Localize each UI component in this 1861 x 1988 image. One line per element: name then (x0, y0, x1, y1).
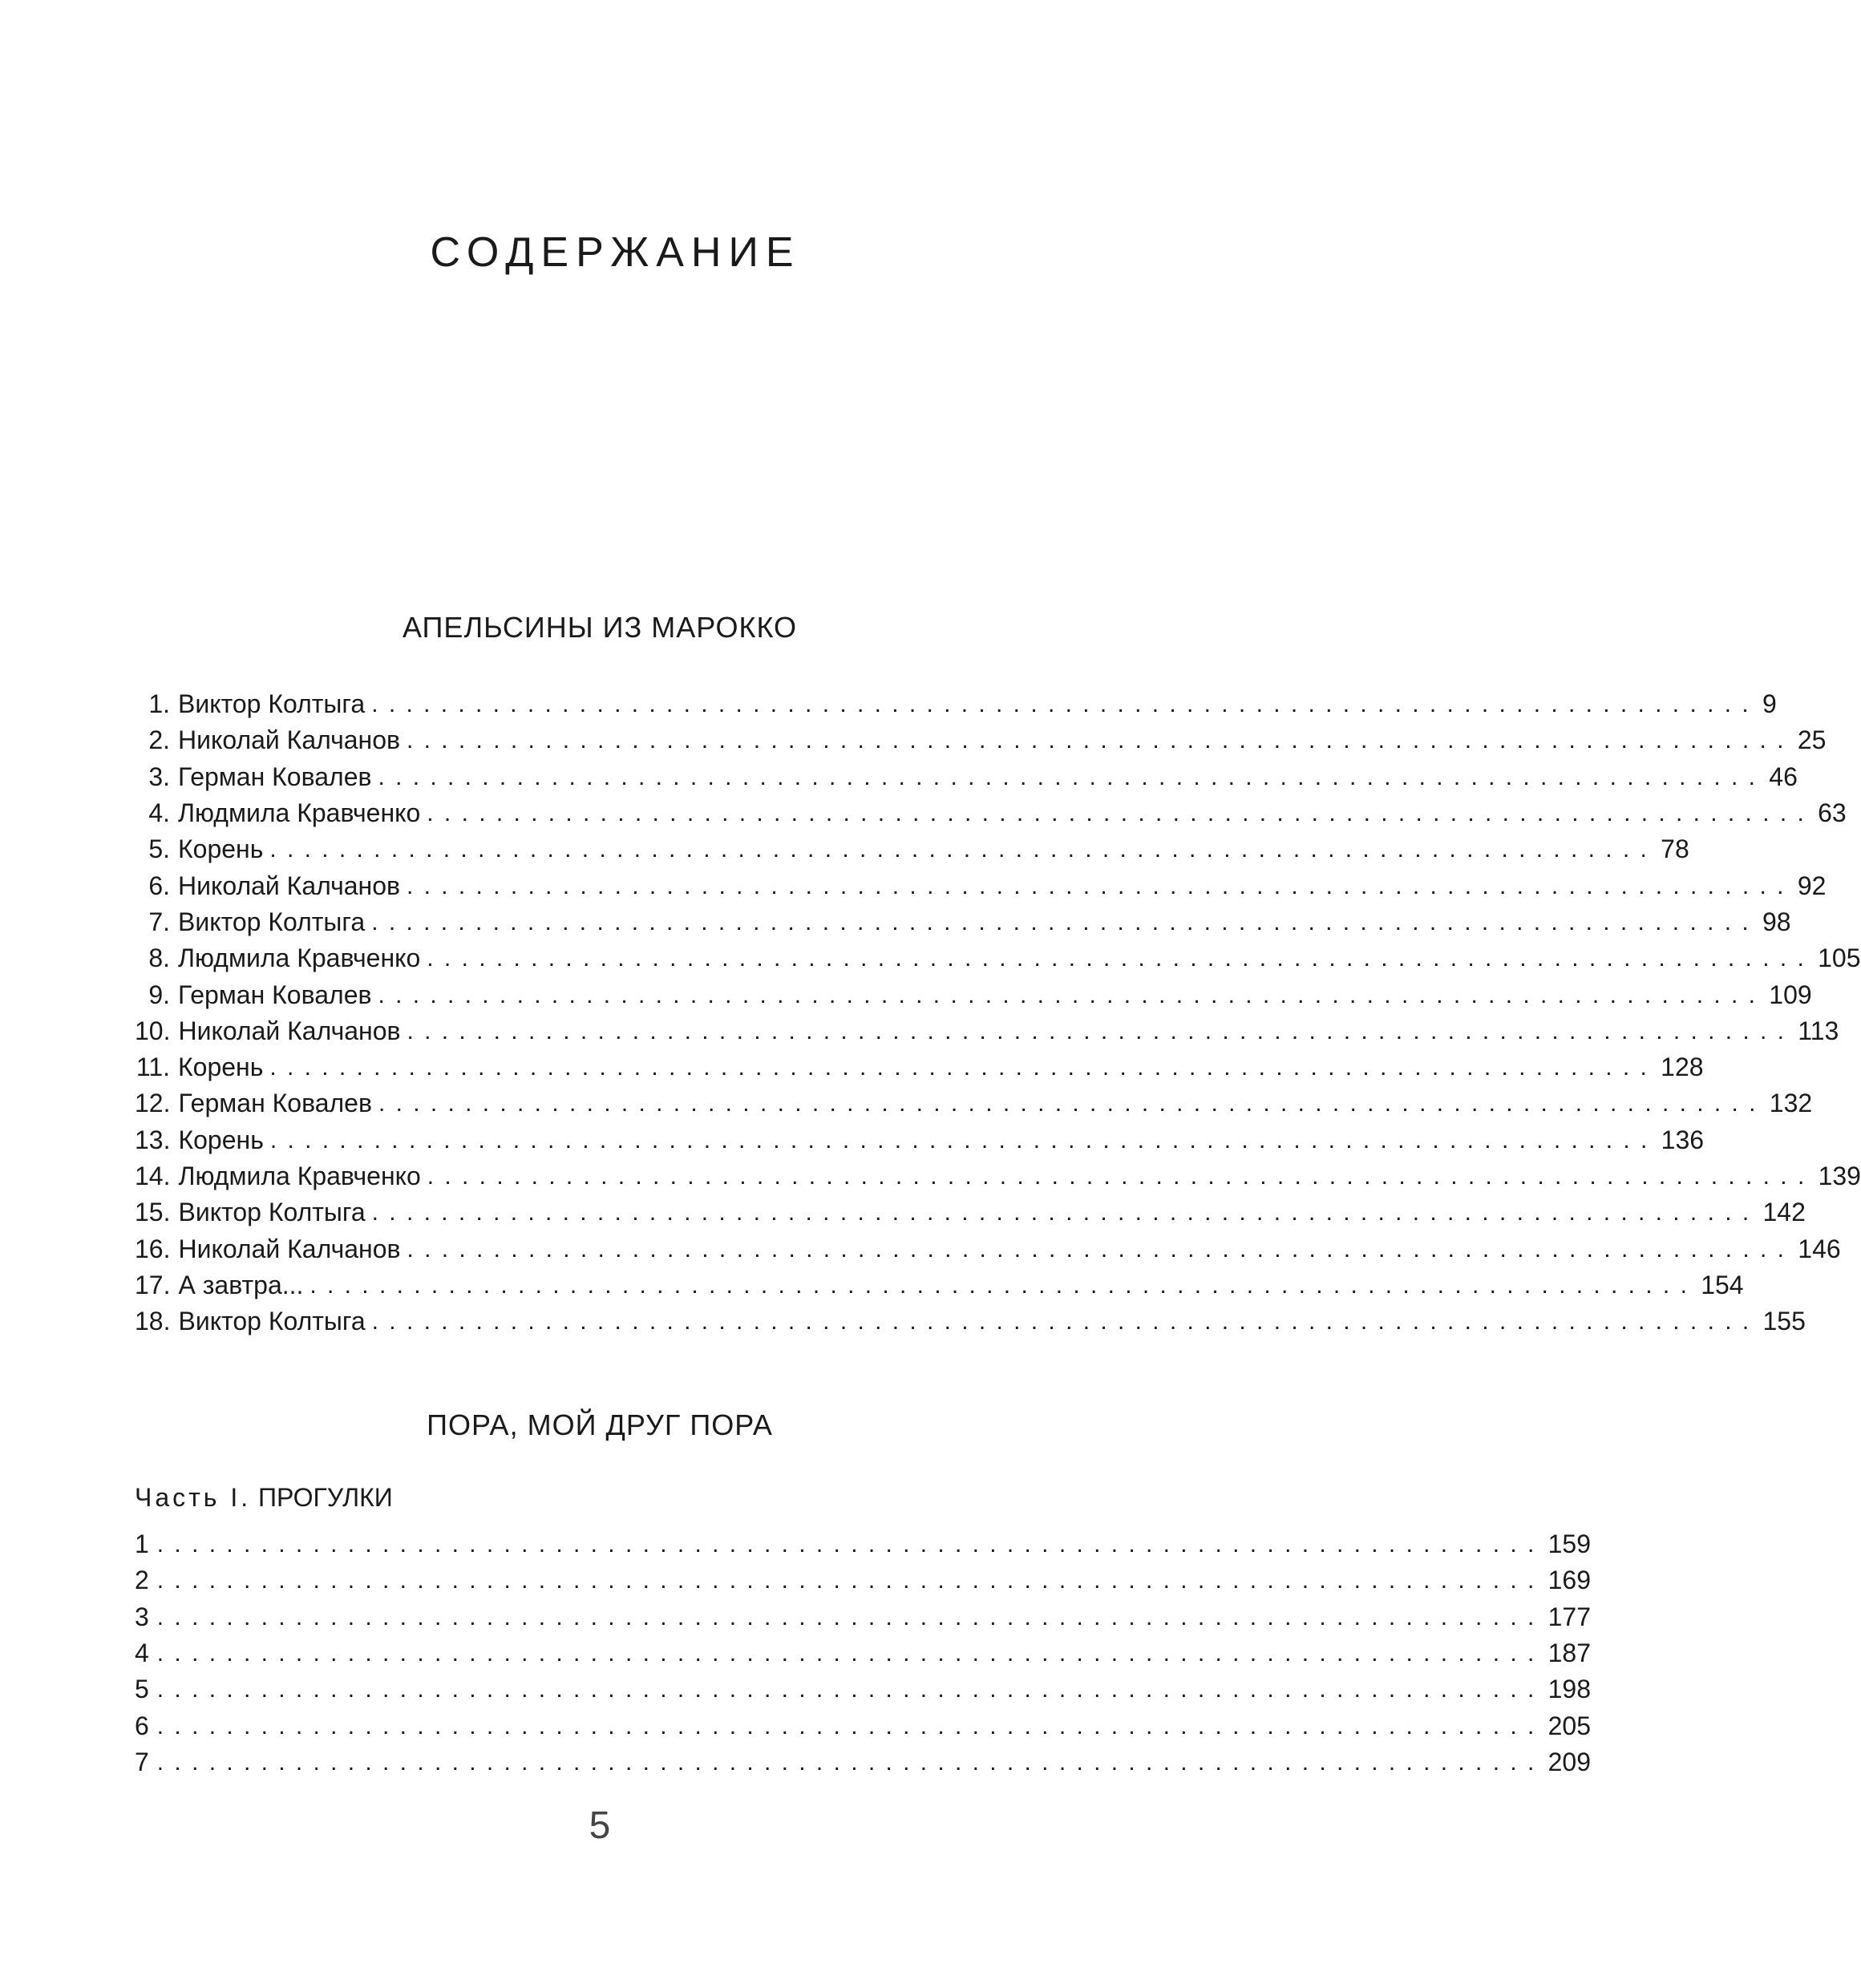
toc-entry (135, 1267, 1744, 1303)
toc-entry-page: 169 (1547, 1566, 1591, 1595)
toc-dot-leader: ................................................................................ (269, 1054, 1658, 1081)
toc-entry-number: 16. (135, 1234, 171, 1263)
part-label: Часть I. (135, 1483, 252, 1512)
toc-entry-number: 15. (135, 1198, 171, 1227)
toc-entry-number: 2 (135, 1566, 149, 1595)
toc-entry (135, 1049, 1704, 1085)
part-heading (135, 1483, 393, 1513)
toc-entry-title: Виктор Колтыга (178, 1198, 366, 1227)
toc-dot-leader: ................................................................................ (407, 872, 1794, 899)
toc-entry-title: А завтра... (178, 1270, 304, 1299)
toc-entry-number: 5. (148, 834, 170, 864)
toc-entry-page: 128 (1661, 1053, 1704, 1082)
toc-dot-leader: ................................................................................ (427, 945, 1815, 972)
toc-dot-leader: ................................................................................ (156, 1748, 1545, 1776)
toc-dot-leader: ................................................................................ (378, 763, 1766, 790)
toc-entry (135, 1303, 1806, 1339)
toc-entry-page: 92 (1797, 871, 1827, 900)
toc-entry-title: Герман Ковалев (178, 762, 372, 791)
toc-entry (135, 976, 1812, 1012)
toc-entry-title: Корень (178, 1053, 264, 1082)
toc-entry-number: 4. (148, 798, 170, 828)
toc-entry (135, 1122, 1705, 1158)
toc-dot-leader: ................................................................................ (427, 800, 1815, 827)
toc-dot-leader: ................................................................................ (371, 1199, 1760, 1226)
toc-dot-leader: ................................................................................ (427, 1163, 1815, 1190)
toc-entry (135, 1707, 1591, 1744)
toc-entry (135, 904, 1791, 940)
toc-dot-leader: ................................................................................ (378, 1090, 1766, 1117)
toc-entry-page: 198 (1547, 1675, 1591, 1704)
toc-entry (135, 686, 1777, 722)
toc-dot-leader: ................................................................................ (156, 1712, 1545, 1740)
toc-entry-page: 187 (1547, 1638, 1591, 1668)
page-title: СОДЕРЖАНИЕ (430, 229, 801, 276)
toc-entry-page: 113 (1798, 1016, 1839, 1045)
toc-entry (135, 940, 1861, 976)
section-title-pora: ПОРА, МОЙ ДРУГ ПОРА (427, 1408, 773, 1441)
toc-entry (135, 831, 1689, 867)
toc-entry-number: 7 (135, 1747, 149, 1776)
toc-entry-number: 1. (148, 689, 170, 719)
toc-entry-title: Николай Калчанов (178, 1234, 401, 1263)
toc-entry (135, 795, 1847, 831)
toc-entry-page: 25 (1797, 725, 1827, 755)
toc-entry-number: 9. (148, 980, 170, 1009)
toc-dot-leader: ................................................................................ (269, 836, 1658, 863)
toc-entry-page: 46 (1769, 762, 1798, 791)
toc-dot-leader: ................................................................................ (371, 691, 1759, 718)
toc-entry-number: 8. (148, 943, 170, 973)
toc-entry (135, 759, 1798, 795)
toc-entry-page: 205 (1547, 1711, 1591, 1740)
toc-entry-title: Корень (178, 1125, 264, 1154)
toc-dot-leader: ................................................................................ (156, 1531, 1545, 1558)
toc-entry-number: 7. (148, 907, 170, 936)
toc-entry-number: 4 (135, 1638, 149, 1668)
toc-entry-page: 142 (1762, 1198, 1806, 1227)
toc-list-pora (135, 1526, 1591, 1780)
toc-entry-page: 177 (1547, 1602, 1591, 1631)
toc-entry (135, 722, 1827, 758)
toc-entry-title: Людмила Кравченко (178, 1162, 421, 1190)
section-title-oranges: АПЕЛЬСИНЫ ИЗ МАРОККО (402, 611, 798, 644)
toc-entry (135, 1194, 1806, 1230)
toc-entry (135, 1671, 1591, 1707)
toc-entry (135, 867, 1827, 903)
toc-entry-page: 154 (1701, 1270, 1744, 1299)
toc-dot-leader: ................................................................................ (371, 908, 1759, 935)
toc-entry-page: 98 (1762, 907, 1791, 936)
toc-entry-page: 209 (1547, 1747, 1591, 1776)
toc-dot-leader: ................................................................................ (371, 1308, 1760, 1335)
toc-dot-leader: ................................................................................ (407, 1235, 1795, 1263)
toc-entry (135, 1230, 1841, 1267)
toc-entry-number: 3 (135, 1602, 149, 1631)
toc-entry-page: 146 (1798, 1234, 1841, 1263)
toc-dot-leader: ................................................................................ (156, 1676, 1545, 1703)
toc-entry-page: 159 (1547, 1529, 1591, 1559)
toc-entry-title: Герман Ковалев (178, 980, 372, 1009)
toc-entry-title: Николай Калчанов (178, 871, 401, 900)
toc-entry-number: 18. (135, 1307, 171, 1336)
toc-dot-leader: ................................................................................ (156, 1567, 1545, 1594)
toc-entry-title: Виктор Колтыга (178, 907, 366, 936)
toc-entry-number: 14. (135, 1162, 171, 1190)
toc-list-oranges (135, 686, 1861, 1339)
toc-entry-title: Николай Калчанов (178, 1016, 401, 1045)
toc-entry-page: 9 (1762, 689, 1777, 719)
toc-entry-page: 105 (1818, 943, 1861, 973)
toc-entry (135, 1013, 1839, 1049)
toc-entry-page: 132 (1769, 1089, 1813, 1118)
toc-dot-leader: ................................................................................ (156, 1640, 1545, 1667)
toc-entry-page: 136 (1661, 1125, 1705, 1154)
toc-entry-title: Николай Калчанов (178, 725, 401, 755)
toc-entry-title: Герман Ковалев (178, 1089, 372, 1118)
toc-entry-page: 63 (1818, 798, 1847, 828)
toc-entry-title: Корень (178, 834, 264, 864)
toc-entry (135, 1158, 1861, 1194)
toc-entry (135, 1635, 1591, 1671)
toc-entry-title: Людмила Кравченко (178, 943, 421, 973)
toc-entry-number: 13. (135, 1125, 171, 1154)
toc-entry-page: 109 (1769, 980, 1812, 1009)
toc-entry-number: 12. (135, 1089, 171, 1118)
toc-entry (135, 1599, 1591, 1635)
toc-entry-number: 6. (148, 871, 170, 900)
toc-dot-leader: ................................................................................ (309, 1271, 1698, 1299)
toc-entry (135, 1085, 1813, 1121)
toc-entry-number: 17. (135, 1270, 171, 1299)
toc-entry-page: 155 (1762, 1307, 1806, 1336)
toc-entry-number: 5 (135, 1675, 149, 1704)
toc-dot-leader: ................................................................................ (407, 727, 1794, 754)
toc-dot-leader: ................................................................................ (156, 1603, 1545, 1630)
toc-dot-leader: ................................................................................ (407, 1017, 1795, 1045)
toc-entry-number: 3. (148, 762, 170, 791)
toc-entry-title: Людмила Кравченко (178, 798, 421, 828)
toc-entry-number: 6 (135, 1711, 149, 1740)
toc-dot-leader: ................................................................................ (378, 981, 1766, 1008)
toc-entry (135, 1526, 1591, 1562)
toc-entry (135, 1744, 1591, 1780)
toc-entry-page: 78 (1661, 834, 1689, 864)
toc-entry-title: Виктор Колтыга (178, 689, 366, 719)
page-number: 5 (589, 1804, 611, 1847)
toc-dot-leader: ................................................................................ (269, 1126, 1658, 1154)
toc-entry (135, 1562, 1591, 1598)
toc-entry-page: 139 (1818, 1162, 1861, 1190)
toc-entry-number: 2. (148, 725, 170, 755)
toc-entry-number: 1 (135, 1529, 149, 1559)
part-title: ПРОГУЛКИ (258, 1483, 393, 1512)
toc-entry-number: 10. (135, 1016, 171, 1045)
toc-entry-number: 11. (136, 1053, 170, 1082)
toc-entry-title: Виктор Колтыга (178, 1307, 366, 1336)
